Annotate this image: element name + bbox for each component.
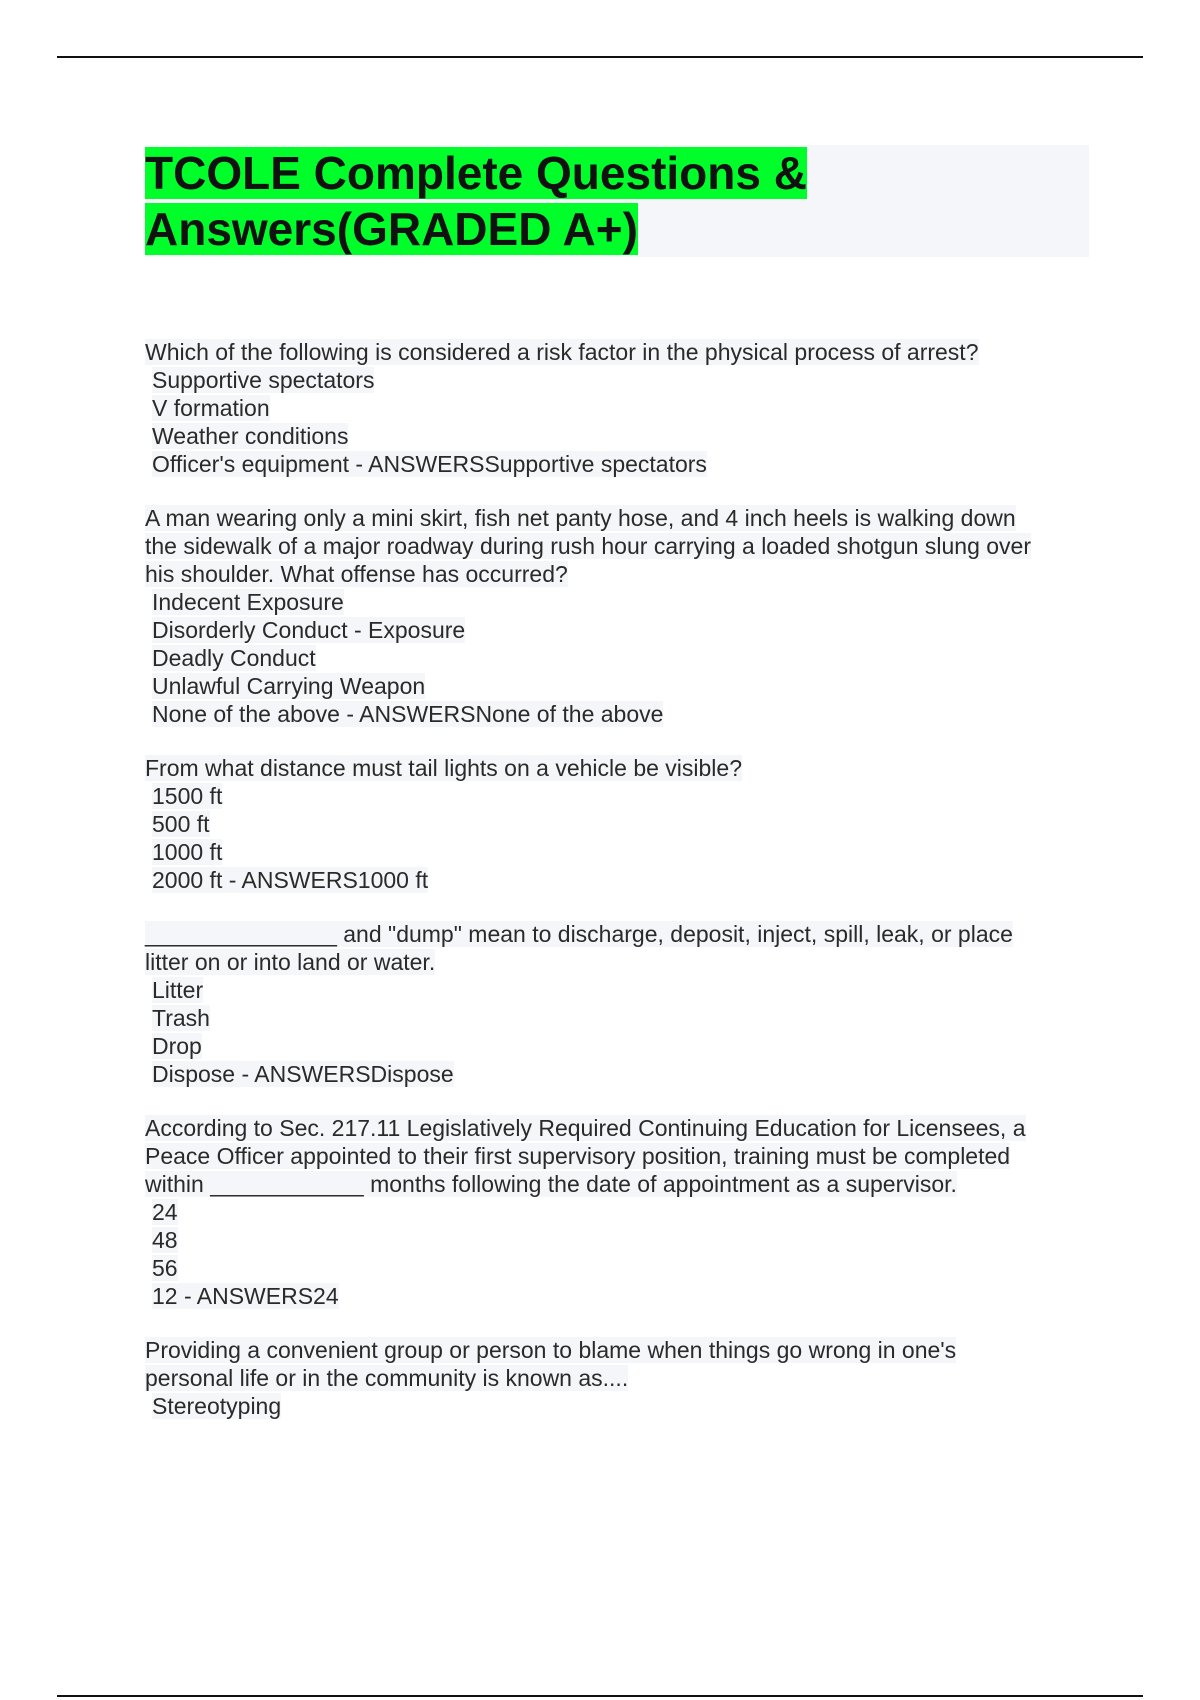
answer-option: Drop <box>152 1033 202 1059</box>
answer-option: 2000 ft - ANSWERS1000 ft <box>152 867 429 893</box>
answer-option: 1000 ft <box>152 839 223 865</box>
question-item-1 <box>145 338 1089 478</box>
question-item-2 <box>145 504 1089 728</box>
answer-option: 56 <box>152 1255 178 1281</box>
question-text: From what distance must tail lights on a vehicle be visible? <box>145 755 743 781</box>
answer-option: Litter <box>152 977 204 1003</box>
answer-option: 1500 ft <box>152 783 223 809</box>
question-text: According to Sec. 217.11 Legislatively Required Continuing Education for Licensees, a <box>145 1115 1026 1141</box>
answer-option: Indecent Exposure <box>152 589 344 615</box>
question-text: A man wearing only a mini skirt, fish net panty hose, and 4 inch heels is walking down <box>145 505 1016 531</box>
answer-option: None of the above - ANSWERSNone of the above <box>152 701 664 727</box>
answer-option: Weather conditions <box>152 423 349 449</box>
answer-option: 48 <box>152 1227 178 1253</box>
question-list <box>145 338 1089 1446</box>
answer-option: 500 ft <box>152 811 210 837</box>
question-text: Peace Officer appointed to their first supervisory position, training must be completed <box>145 1143 1011 1169</box>
answer-option: Officer's equipment - ANSWERSSupportive spectators <box>152 451 707 477</box>
answer-option: Unlawful Carrying Weapon <box>152 673 426 699</box>
answer-option: Stereotyping <box>152 1393 282 1419</box>
title-block <box>145 145 1089 257</box>
answer-option: Deadly Conduct <box>152 645 316 671</box>
answer-option: Supportive spectators <box>152 367 375 393</box>
question-item-6 <box>145 1336 1089 1420</box>
answer-option: 12 - ANSWERS24 <box>152 1283 339 1309</box>
question-text: litter on or into land or water. <box>145 949 436 975</box>
question-text: personal life or in the community is known as.... <box>145 1365 629 1391</box>
title-line-2: Answers(GRADED A+) <box>145 203 638 255</box>
top-rule <box>57 56 1143 58</box>
answer-option: V formation <box>152 395 270 421</box>
question-text: Providing a convenient group or person to blame when things go wrong in one's <box>145 1337 957 1363</box>
answer-option: 24 <box>152 1199 178 1225</box>
answer-option: Dispose - ANSWERSDispose <box>152 1061 454 1087</box>
answer-option: Disorderly Conduct - Exposure <box>152 617 466 643</box>
question-text: _______________ and "dump" mean to discharge, deposit, inject, spill, leak, or place <box>145 921 1013 947</box>
question-text: Which of the following is considered a risk factor in the physical process of arrest? <box>145 339 979 365</box>
bottom-rule <box>57 1695 1143 1697</box>
question-text: his shoulder. What offense has occurred? <box>145 561 568 587</box>
question-item-3 <box>145 754 1089 894</box>
title-line-1: TCOLE Complete Questions & <box>145 147 807 199</box>
question-text: the sidewalk of a major roadway during rush hour carrying a loaded shotgun slung over <box>145 533 1032 559</box>
question-text: within ____________ months following the date of appointment as a supervisor. <box>145 1171 957 1197</box>
document-title <box>145 145 1089 257</box>
question-item-4 <box>145 920 1089 1088</box>
question-item-5 <box>145 1114 1089 1310</box>
answer-option: Trash <box>152 1005 210 1031</box>
